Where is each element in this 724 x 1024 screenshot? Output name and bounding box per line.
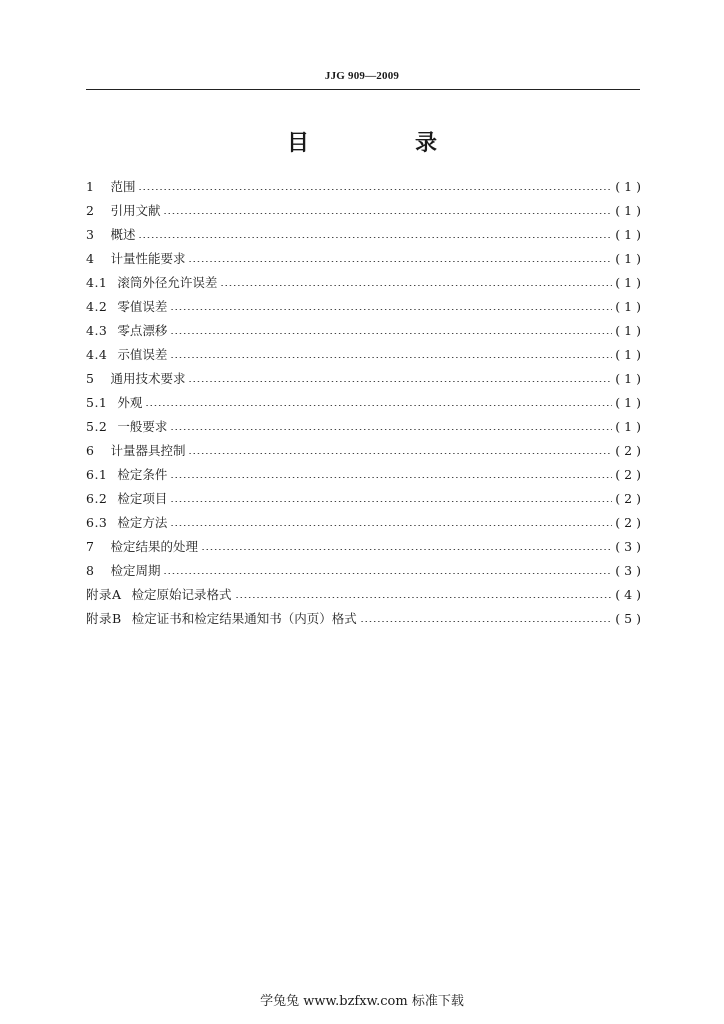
toc-dot-leader bbox=[138, 237, 612, 238]
toc-dot-leader bbox=[138, 189, 612, 190]
toc-entry-page: (1) bbox=[615, 323, 645, 338]
toc-entry-label: 概述 bbox=[110, 227, 136, 242]
toc-dot-leader bbox=[145, 405, 612, 406]
toc-entry-page: (3) bbox=[615, 563, 645, 578]
toc-entry-label: 检定方法 bbox=[117, 515, 168, 530]
toc-entry-label: 检定证书和检定结果通知书（内页）格式 bbox=[131, 611, 357, 626]
toc-entry-number: 5.2 bbox=[86, 419, 108, 434]
header-rule bbox=[86, 89, 640, 90]
footer-watermark: 学兔兔 www.bzfxw.com 标准下载 bbox=[260, 994, 464, 1009]
toc-entry-page: (1) bbox=[615, 395, 645, 410]
toc-entry-number: 4 bbox=[86, 251, 95, 266]
toc-dot-leader bbox=[170, 357, 612, 358]
toc-entry-label: 一般要求 bbox=[117, 419, 168, 434]
toc-entry-number: 4.1 bbox=[86, 275, 108, 290]
toc-entry-page: (1) bbox=[615, 203, 645, 218]
toc-entry-label: 零点漂移 bbox=[117, 323, 168, 338]
toc-entry[interactable] bbox=[86, 583, 645, 607]
toc-dot-leader bbox=[170, 333, 612, 334]
toc-entry[interactable] bbox=[86, 439, 645, 463]
toc-entry-number: 6.1 bbox=[86, 467, 108, 482]
toc-entry-label: 引用文献 bbox=[110, 203, 161, 218]
toc-entry-label: 检定项目 bbox=[117, 491, 168, 506]
toc-dot-leader bbox=[170, 501, 612, 502]
toc-entry-page: (1) bbox=[615, 347, 645, 362]
toc-dot-leader bbox=[235, 597, 613, 598]
toc-entry[interactable] bbox=[86, 487, 645, 511]
toc-entry[interactable] bbox=[86, 463, 645, 487]
toc-entry[interactable] bbox=[86, 559, 645, 583]
toc-entry-number: 附录B bbox=[86, 611, 122, 626]
toc-entry[interactable] bbox=[86, 511, 645, 535]
toc-entry-number: 5.1 bbox=[86, 395, 108, 410]
toc-dot-leader bbox=[188, 261, 612, 262]
toc-entry-number: 4.4 bbox=[86, 347, 108, 362]
toc-entry-number: 3 bbox=[86, 227, 95, 242]
toc-dot-leader bbox=[170, 429, 612, 430]
toc-entry-label: 范围 bbox=[110, 179, 136, 194]
toc-entry-page: (1) bbox=[615, 371, 645, 386]
toc-entry[interactable] bbox=[86, 199, 645, 223]
toc-entry[interactable] bbox=[86, 175, 645, 199]
toc-dot-leader bbox=[188, 453, 612, 454]
toc-entry-label: 计量性能要求 bbox=[110, 251, 186, 266]
toc-entry-label: 检定条件 bbox=[117, 467, 168, 482]
toc-entry-label: 计量器具控制 bbox=[110, 443, 186, 458]
toc-entry-page: (1) bbox=[615, 299, 645, 314]
toc-dot-leader bbox=[188, 381, 612, 382]
toc-entry[interactable] bbox=[86, 319, 645, 343]
toc-dot-leader bbox=[360, 621, 613, 622]
toc-entry-number: 7 bbox=[86, 539, 95, 554]
toc-entry[interactable] bbox=[86, 295, 645, 319]
toc-entry-number: 6 bbox=[86, 443, 95, 458]
toc-entry-label: 检定原始记录格式 bbox=[131, 587, 232, 602]
toc-dot-leader bbox=[170, 309, 612, 310]
toc-entry[interactable] bbox=[86, 271, 645, 295]
toc-entry-page: (1) bbox=[615, 275, 645, 290]
toc-entry-page: (1) bbox=[615, 419, 645, 434]
toc-entry[interactable] bbox=[86, 343, 645, 367]
toc-entry[interactable] bbox=[86, 223, 645, 247]
toc-entry-page: (2) bbox=[615, 491, 645, 506]
toc-entry[interactable] bbox=[86, 535, 645, 559]
toc-dot-leader bbox=[170, 525, 612, 526]
toc-entry-page: (4) bbox=[615, 587, 645, 602]
toc-entry-number: 6.2 bbox=[86, 491, 108, 506]
toc-entry[interactable] bbox=[86, 607, 645, 631]
toc-entry-number: 附录A bbox=[86, 587, 122, 602]
toc-entry-number: 4.2 bbox=[86, 299, 108, 314]
table-of-contents bbox=[86, 175, 645, 631]
toc-dot-leader bbox=[201, 549, 612, 550]
toc-entry-label: 零值误差 bbox=[117, 299, 168, 314]
toc-entry-label: 检定结果的处理 bbox=[110, 539, 198, 554]
toc-entry-number: 6.3 bbox=[86, 515, 108, 530]
toc-entry-page: (2) bbox=[615, 443, 645, 458]
toc-dot-leader bbox=[220, 285, 612, 286]
toc-entry-page: (1) bbox=[615, 179, 645, 194]
toc-entry-page: (1) bbox=[615, 251, 645, 266]
toc-entry-page: (2) bbox=[615, 515, 645, 530]
toc-entry-page: (5) bbox=[615, 611, 645, 626]
toc-entry-number: 5 bbox=[86, 371, 95, 386]
toc-entry-label: 外观 bbox=[117, 395, 143, 410]
toc-entry-number: 2 bbox=[86, 203, 95, 218]
toc-entry-label: 检定周期 bbox=[110, 563, 161, 578]
toc-entry-page: (1) bbox=[615, 227, 645, 242]
toc-entry-number: 8 bbox=[86, 563, 95, 578]
toc-entry[interactable] bbox=[86, 415, 645, 439]
standard-code: JJG 909—2009 bbox=[324, 70, 400, 82]
toc-entry-label: 滚筒外径允许误差 bbox=[117, 275, 218, 290]
toc-entry-page: (2) bbox=[615, 467, 645, 482]
toc-entry[interactable] bbox=[86, 391, 645, 415]
toc-entry-page: (3) bbox=[615, 539, 645, 554]
toc-dot-leader bbox=[163, 213, 612, 214]
toc-entry-number: 4.3 bbox=[86, 323, 108, 338]
toc-dot-leader bbox=[170, 477, 612, 478]
toc-entry-number: 1 bbox=[86, 179, 95, 194]
page-title: 目 录 bbox=[286, 131, 479, 156]
toc-entry-label: 示值误差 bbox=[117, 347, 168, 362]
toc-entry[interactable] bbox=[86, 367, 645, 391]
toc-entry-label: 通用技术要求 bbox=[110, 371, 186, 386]
toc-dot-leader bbox=[163, 573, 612, 574]
toc-entry[interactable] bbox=[86, 247, 645, 271]
